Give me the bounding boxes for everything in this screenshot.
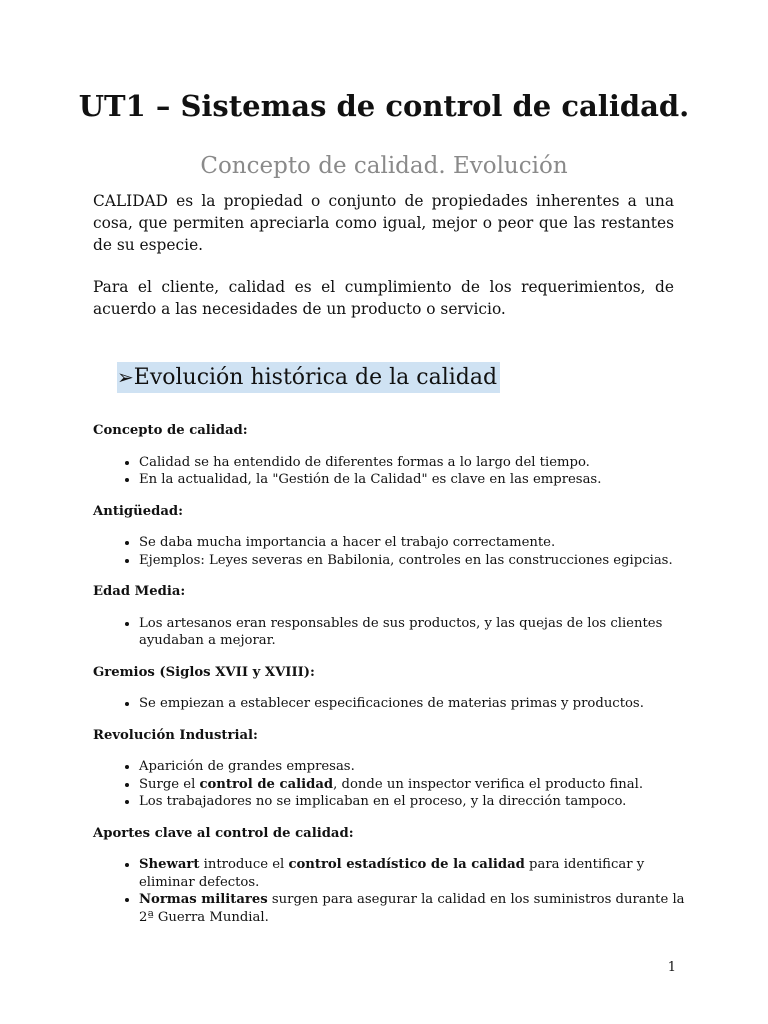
list-item-bold-text: control de calidad (199, 776, 334, 792)
bullet-list (93, 758, 693, 811)
list-item-text: Aparición de grandes empresas. (139, 759, 355, 774)
section-title: Edad Media: (93, 584, 186, 599)
section-heading (117, 362, 500, 393)
list-item-bold-text: Shewart (139, 857, 200, 872)
list-item (139, 471, 693, 489)
page-number: 1 (667, 960, 676, 975)
client-paragraph: Para el cliente, calidad es el cumplimiento de los requerimientos, de acuerdo a las necesidades de un producto o servicio. (93, 278, 674, 318)
section-title: Gremios (Siglos XVII y XVIII): (93, 664, 315, 680)
list-item (139, 534, 693, 552)
list-item (139, 776, 693, 794)
list-item (139, 695, 693, 713)
section-title: Concepto de calidad: (93, 423, 248, 438)
list-item-text: surgen para asegurar la calidad en los suministros durante la 2ª Guerra Mundial. (139, 892, 685, 925)
list-item-text: Surge el (139, 776, 200, 792)
section-title: Antigüedad: (93, 503, 183, 519)
list-item-text: En la actualidad, la "Gestión de la Calidad" es clave en las empresas. (139, 472, 602, 487)
list-item-text: introduce el (199, 857, 289, 872)
list-item (139, 891, 693, 926)
bullet-list (93, 615, 693, 650)
list-item-text: Calidad se ha entendido de diferentes formas a lo largo del tiempo. (139, 454, 590, 470)
list-item (139, 615, 693, 650)
list-item-text: , donde un inspector verifica el producto final. (333, 776, 644, 792)
bullet-list (93, 454, 693, 489)
list-item-text: Los trabajadores no se implicaban en el proceso, y la dirección tampoco. (139, 794, 627, 809)
list-item-text: Se empiezan a establecer especificaciones de materias primas y productos. (139, 696, 644, 711)
list-item-text: Ejemplos: Leyes severas en Babilonia, controles en las construcciones egipcias. (139, 552, 673, 568)
section-heading-text: Evolución histórica de la calidad (133, 365, 498, 390)
document-subtitle: Concepto de calidad. Evolución (200, 153, 568, 179)
arrow-bullet-icon: ➢ (117, 365, 134, 389)
section-title: Aportes clave al control de calidad: (93, 825, 354, 841)
list-item (139, 793, 693, 811)
bullet-list (93, 856, 693, 926)
list-item (139, 552, 693, 570)
document-title: UT1 – Sistemas de control de calidad. (78, 89, 690, 123)
bullet-list (93, 695, 693, 713)
list-item (139, 454, 693, 472)
history-content (93, 422, 693, 940)
list-item-bold-text: Normas militares (139, 892, 268, 907)
section-title: Revolución Industrial: (93, 727, 258, 743)
list-item-text: para identificar y eliminar defectos. (139, 857, 645, 890)
definition-paragraph: CALIDAD es la propiedad o conjunto de propiedades inherentes a una cosa, que permiten apreciarla como igual, mejor o peor que las restantes de su especie. (93, 192, 674, 254)
bullet-list (93, 534, 693, 569)
list-item-text: Se daba mucha importancia a hacer el trabajo correctamente. (139, 535, 556, 550)
list-item (139, 856, 693, 891)
list-item-bold-text: control estadístico de la calidad (288, 857, 525, 872)
list-item (139, 758, 693, 776)
list-item-text: Los artesanos eran responsables de sus productos, y las quejas de los clientes ayudaban a mejorar. (139, 615, 663, 648)
